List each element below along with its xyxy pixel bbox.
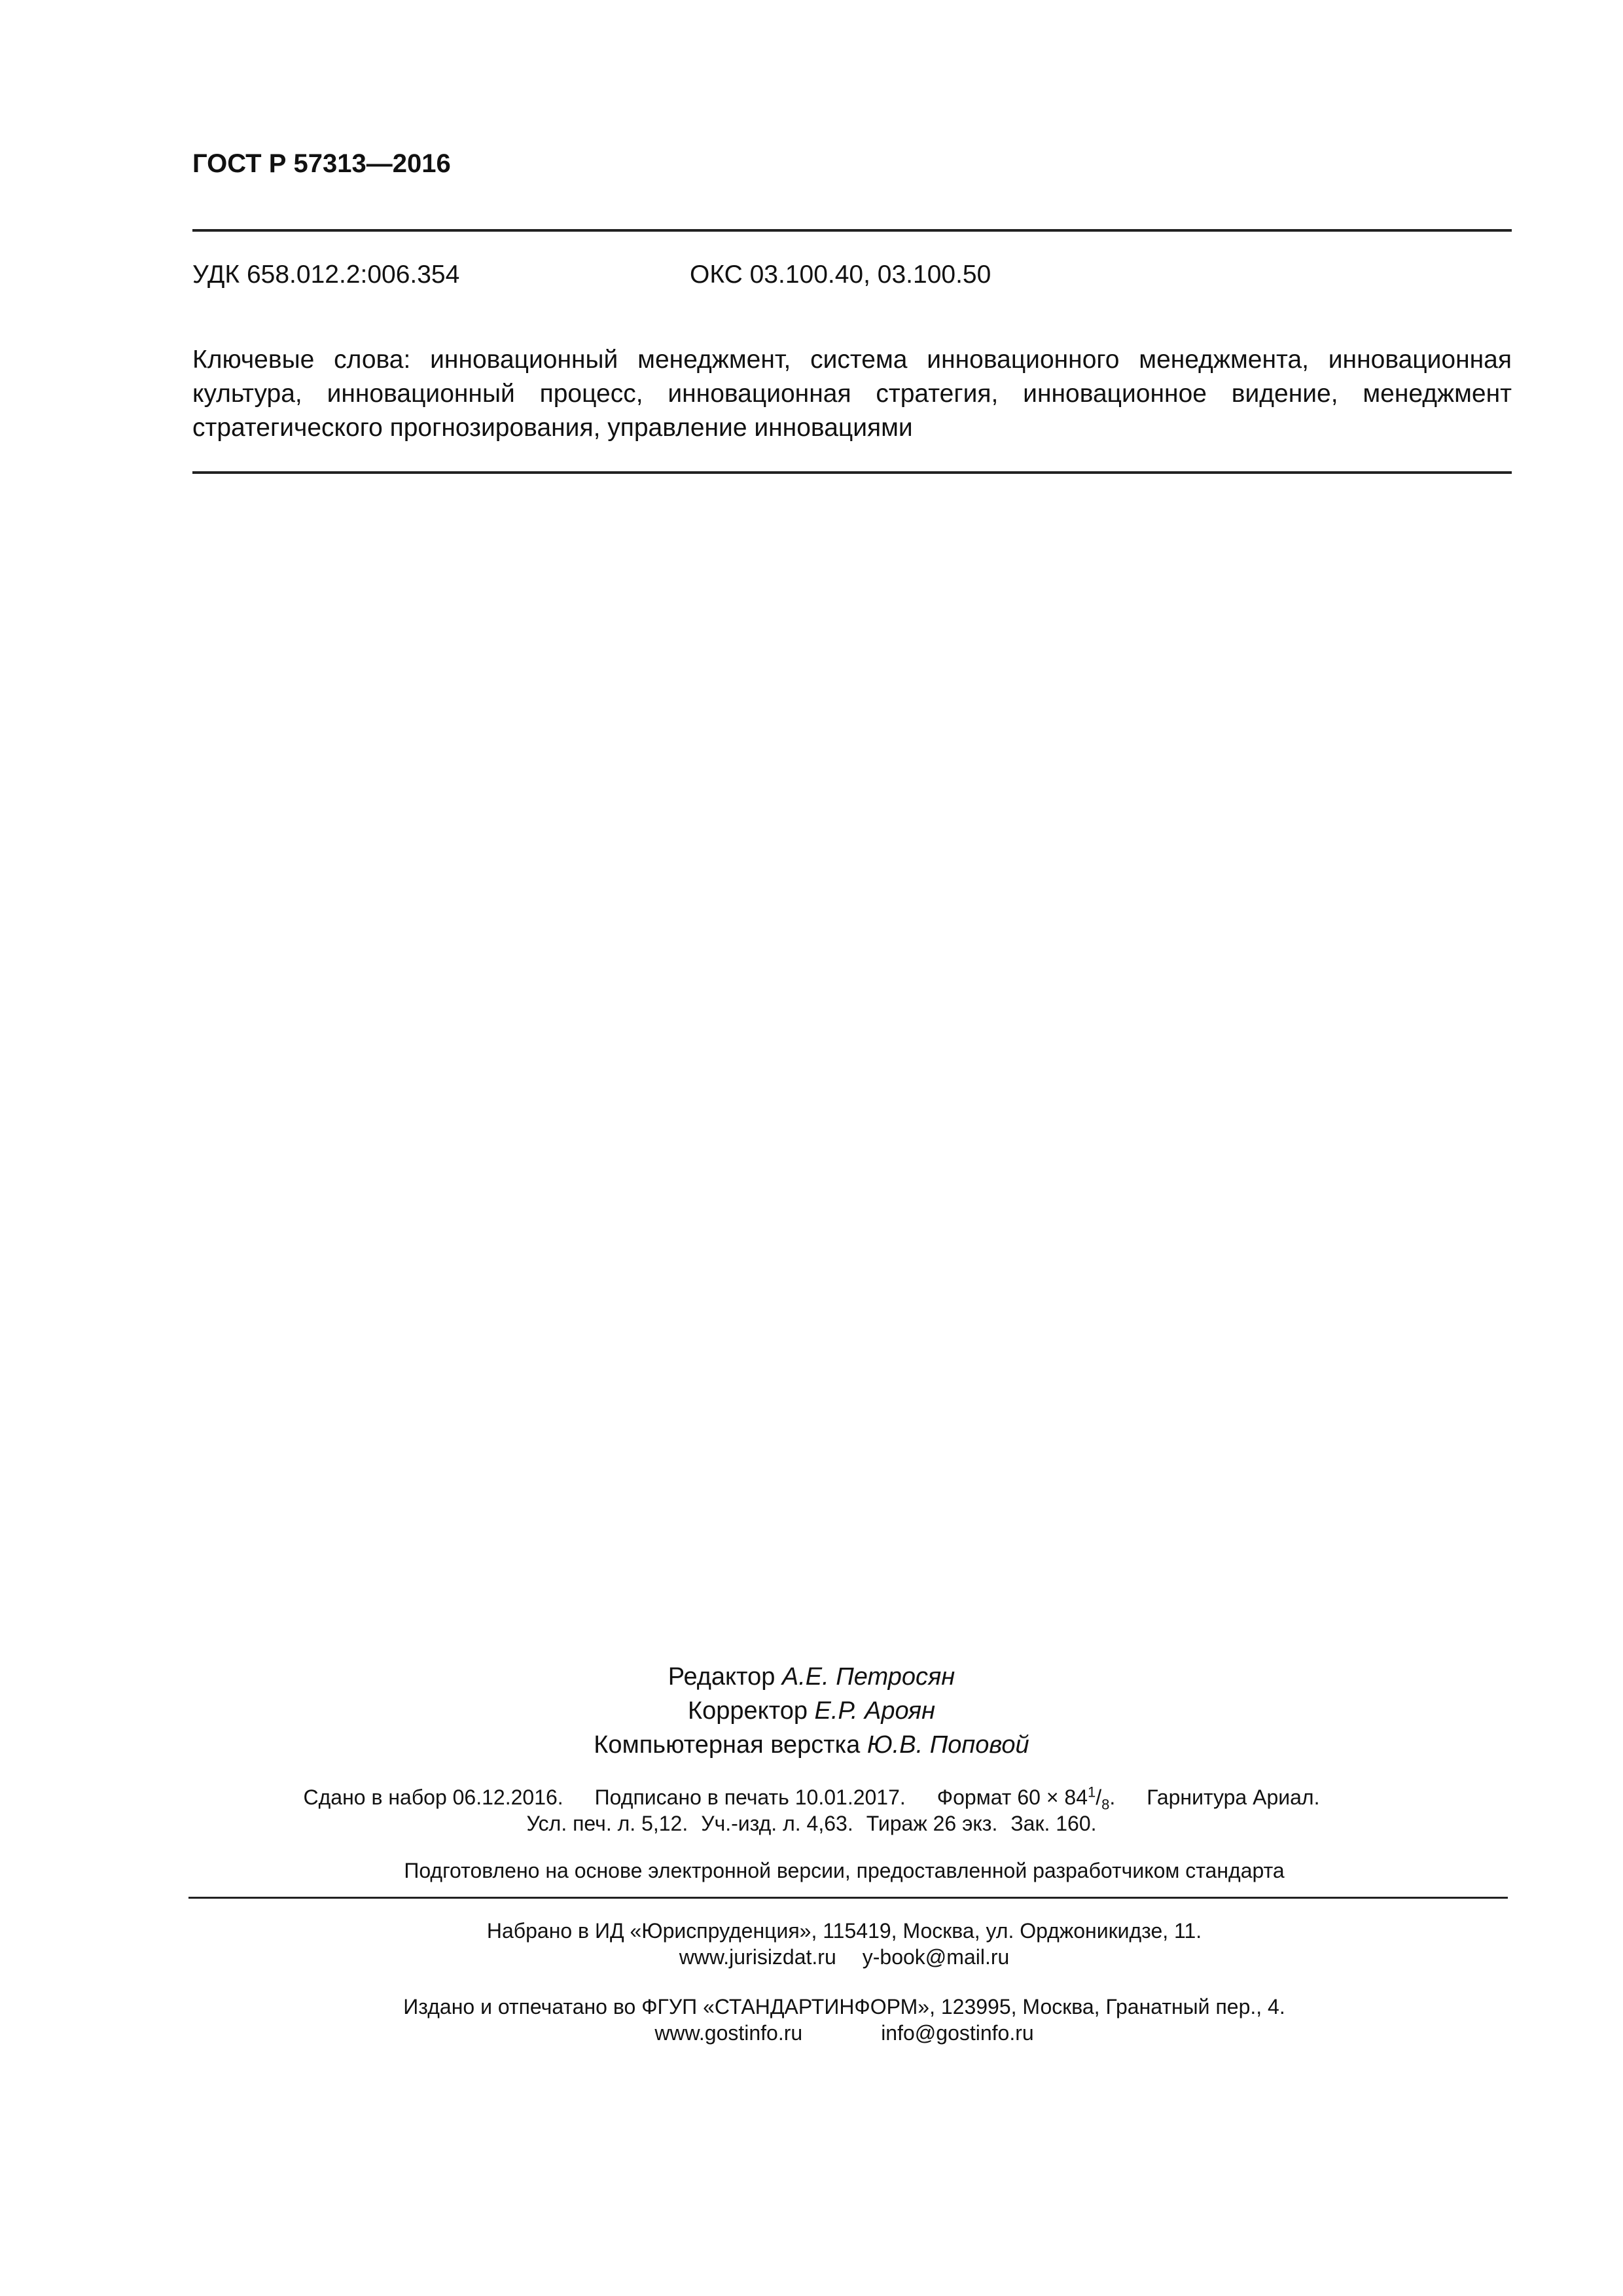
credit-name: А.Е. Петросян xyxy=(781,1663,955,1691)
imprint-block xyxy=(0,1784,1623,1837)
credit-role: Компьютерная верстка xyxy=(594,1731,861,1759)
imprint-print-sheets: Усл. печ. л. 5,12. xyxy=(526,1812,688,1835)
prepared-note: Подготовлено на основе электронной версии, предоставленной разработчиком стандарта xyxy=(404,1859,1285,1882)
udk-code: УДК 658.012.2:006.354 xyxy=(192,260,460,289)
credits-block xyxy=(0,1660,1623,1762)
imprint-signed: Подписано в печать 10.01.2017. xyxy=(594,1785,906,1809)
imprint-pub-sheets: Уч.-изд. л. 4,63. xyxy=(701,1812,853,1835)
published-line: Издано и отпечатано во ФГУП «СТАНДАРТИНФОРМ», 123995, Москва, Гранатный пер., 4. xyxy=(403,1995,1285,2018)
credit-proofreader xyxy=(0,1694,1623,1728)
bottom-divider xyxy=(188,1897,1508,1899)
imprint-sent: Сдано в набор 06.12.2016. xyxy=(303,1785,563,1809)
credit-layout xyxy=(0,1728,1623,1762)
keywords-divider xyxy=(192,471,1512,474)
imprint-order: Зак. 160. xyxy=(1010,1812,1097,1835)
imprint-line-1 xyxy=(0,1784,1623,1813)
top-divider xyxy=(192,229,1512,232)
credit-name: Ю.В. Поповой xyxy=(866,1731,1029,1759)
typeset-email-link[interactable]: y-book@mail.ru xyxy=(862,1945,1010,1969)
credit-name: Е.Р. Ароян xyxy=(814,1697,935,1725)
document-code: ГОСТ Р 57313—2016 xyxy=(192,149,451,178)
typeset-contacts xyxy=(0,1944,1623,1970)
oks-code: ОКС 03.100.40, 03.100.50 xyxy=(690,260,991,289)
typeset-line: Набрано в ИД «Юриспруденция», 115419, Москва, ул. Орджоникидзе, 11. xyxy=(486,1919,1202,1943)
credit-editor xyxy=(0,1660,1623,1694)
published-contacts xyxy=(0,2020,1623,2046)
imprint-typeface: Гарнитура Ариал. xyxy=(1147,1785,1320,1809)
imprint-run: Тираж 26 экз. xyxy=(866,1812,998,1835)
imprint-format: Формат $60 \times 84^1/_8$. xyxy=(936,1784,1116,1813)
credit-role: Редактор xyxy=(668,1663,776,1691)
credit-role: Корректор xyxy=(688,1697,808,1725)
typeset-block xyxy=(0,1918,1623,1970)
published-email-link[interactable]: info@gostinfo.ru xyxy=(881,2021,1034,2045)
published-block xyxy=(0,1994,1623,2046)
keywords-paragraph: Ключевые слова: инновационный менеджмент, система инновационного менеджмента, инновационная культура, инновационный процесс, инновационная стратегия, инновационное видение, менеджмент стратегического прогнозирования, управление инновациями xyxy=(192,346,1512,442)
published-website-link[interactable]: www.gostinfo.ru xyxy=(654,2021,803,2045)
typeset-website-link[interactable]: www.jurisizdat.ru xyxy=(679,1945,836,1969)
imprint-line-2 xyxy=(0,1810,1623,1837)
